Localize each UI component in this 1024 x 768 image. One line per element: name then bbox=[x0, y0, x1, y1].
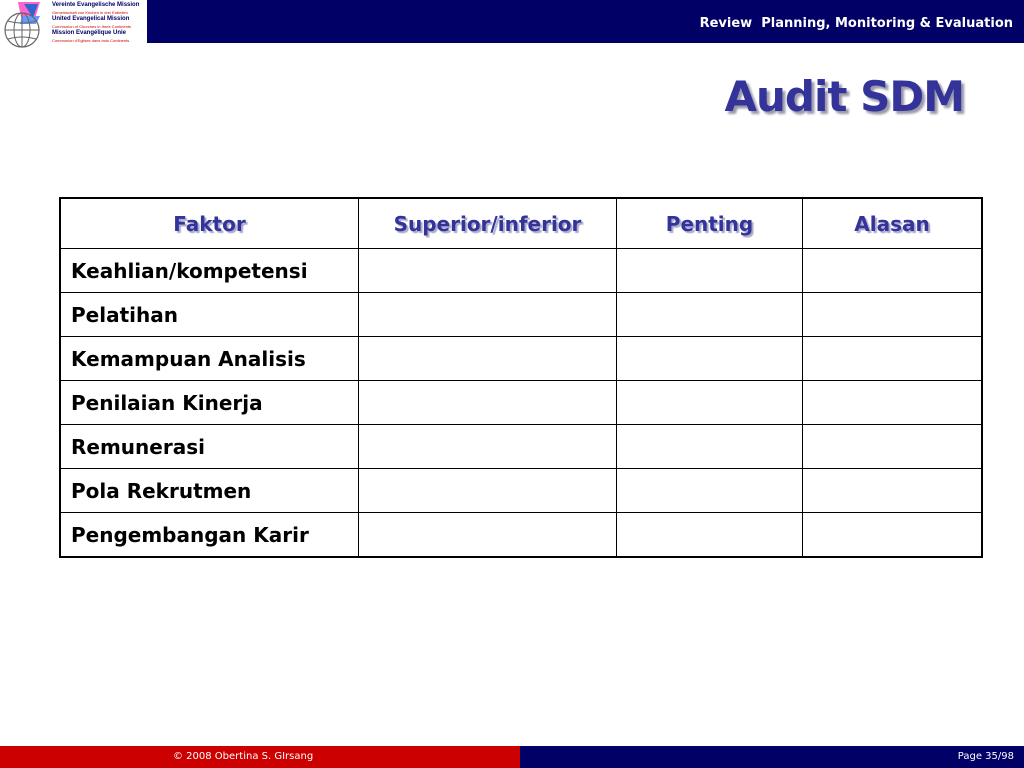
table-row bbox=[60, 425, 982, 469]
audit-table bbox=[59, 197, 983, 558]
copyright-text: © 2008 Obertina S. GIrsang bbox=[173, 751, 314, 762]
empty-cell bbox=[359, 425, 617, 469]
empty-cell bbox=[617, 513, 803, 558]
table-row bbox=[60, 469, 982, 513]
empty-cell bbox=[803, 469, 983, 513]
organization-logo bbox=[0, 0, 147, 48]
column-header-faktor: Faktor bbox=[60, 198, 359, 249]
empty-cell bbox=[359, 469, 617, 513]
empty-cell bbox=[359, 513, 617, 558]
table-header-row bbox=[60, 198, 982, 249]
empty-cell bbox=[803, 381, 983, 425]
column-header-penting: Penting bbox=[617, 198, 803, 249]
globe-icon bbox=[0, 0, 52, 48]
logo-text bbox=[52, 2, 146, 44]
column-header-alasan: Alasan bbox=[803, 198, 983, 249]
table-row bbox=[60, 381, 982, 425]
empty-cell bbox=[359, 293, 617, 337]
empty-cell bbox=[617, 249, 803, 293]
factor-cell: Pola Rekrutmen bbox=[60, 469, 359, 513]
empty-cell bbox=[803, 513, 983, 558]
factor-cell: Pengembangan Karir bbox=[60, 513, 359, 558]
table-row bbox=[60, 293, 982, 337]
header-bar bbox=[0, 0, 1024, 43]
empty-cell bbox=[617, 381, 803, 425]
logo-line: Communion of Churches in three Continents bbox=[52, 24, 131, 29]
column-header-superior-inferior: Superior/inferior bbox=[359, 198, 617, 249]
empty-cell bbox=[359, 381, 617, 425]
logo-line: Gemeinschaft von Kirchen in drei Erdteilen bbox=[52, 10, 128, 15]
presentation-title: Review Planning, Monitoring & Evaluation bbox=[699, 16, 1013, 31]
footer-right-bar bbox=[520, 746, 1024, 768]
slide-title: Audit SDM bbox=[724, 72, 964, 121]
table-row bbox=[60, 513, 982, 558]
factor-cell: Remunerasi bbox=[60, 425, 359, 469]
page-number: Page 35/98 bbox=[957, 751, 1014, 762]
table-row bbox=[60, 337, 982, 381]
empty-cell bbox=[803, 337, 983, 381]
empty-cell bbox=[803, 425, 983, 469]
empty-cell bbox=[359, 337, 617, 381]
empty-cell bbox=[803, 293, 983, 337]
logo-line: Vereinte Evangelische Mission bbox=[52, 2, 140, 8]
empty-cell bbox=[617, 293, 803, 337]
factor-cell: Kemampuan Analisis bbox=[60, 337, 359, 381]
logo-line: Communion d'Eglises dans trois Continents bbox=[52, 38, 130, 43]
table-row bbox=[60, 249, 982, 293]
logo-line: United Evangelical Mission bbox=[52, 16, 130, 22]
factor-cell: Keahlian/kompetensi bbox=[60, 249, 359, 293]
factor-cell: Penilaian Kinerja bbox=[60, 381, 359, 425]
empty-cell bbox=[803, 249, 983, 293]
empty-cell bbox=[617, 425, 803, 469]
logo-line: Mission Evangélique Unie bbox=[52, 30, 127, 36]
empty-cell bbox=[617, 469, 803, 513]
factor-cell: Pelatihan bbox=[60, 293, 359, 337]
empty-cell bbox=[617, 337, 803, 381]
footer-left-bar bbox=[0, 746, 520, 768]
empty-cell bbox=[359, 249, 617, 293]
